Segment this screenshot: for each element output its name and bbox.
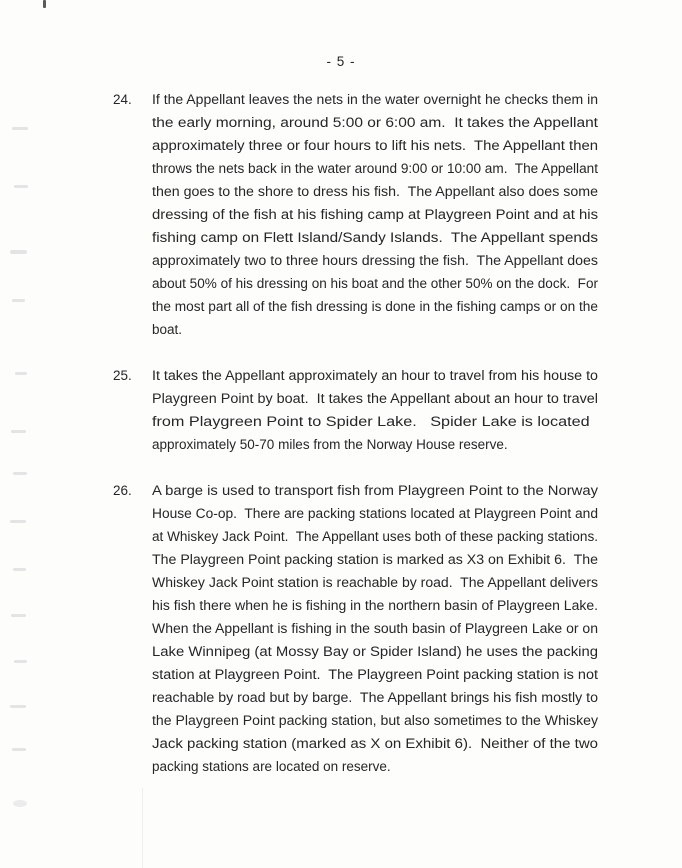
- text-line: A barge is used to transport fish from Playgreen Point to the Norway: [152, 483, 598, 498]
- paragraph-text: [152, 88, 598, 341]
- document-body: [113, 88, 598, 801]
- paragraph-number: 26.: [113, 483, 132, 498]
- scan-artifact: [11, 430, 26, 433]
- scan-artifact: [13, 568, 26, 571]
- text-line: If the Appellant leaves the nets in the water overnight he checks them in: [152, 92, 598, 107]
- text-line: approximately three or four hours to lift his nets. The Appellant then: [152, 138, 598, 153]
- scan-artifact: [15, 372, 27, 375]
- text-line: packing stations are located on reserve.: [152, 759, 391, 774]
- scan-artifact: [12, 127, 28, 130]
- text-line: boat.: [152, 322, 183, 337]
- text-line: When the Appellant is fishing in the south basin of Playgreen Lake or on: [152, 621, 598, 636]
- text-line: the early morning, around 5:00 or 6:00 am. It takes the Appellant: [152, 115, 598, 130]
- text-line: the Playgreen Point packing station, but also sometimes to the Whiskey: [152, 713, 598, 728]
- text-line: the most part all of the fish dressing is done in the fishing camps or on the: [152, 299, 598, 314]
- text-line: approximately two to three hours dressing the fish. The Appellant does: [152, 253, 598, 268]
- paragraph-text: [152, 479, 598, 778]
- paragraph-25: [113, 364, 598, 456]
- text-line: Lake Winnipeg (at Mossy Bay or Spider Island) he uses the packing: [152, 644, 598, 659]
- text-line: reachable by road but by barge. The Appellant brings his fish mostly to: [152, 690, 598, 705]
- scan-artifact: [12, 748, 26, 751]
- scan-artifact: [12, 299, 25, 302]
- text-line: It takes the Appellant approximately an hour to travel from his house to: [152, 368, 598, 383]
- text-line: then goes to the shore to dress his fish. The Appellant also does some: [152, 184, 598, 199]
- text-line: The Playgreen Point packing station is marked as X3 on Exhibit 6. The: [152, 552, 598, 567]
- scan-artifact: [13, 800, 27, 807]
- text-line: Playgreen Point by boat. It takes the Appellant about an hour to travel: [152, 391, 598, 406]
- scan-artifact: [10, 705, 26, 708]
- scan-artifact-top-tick: [43, 0, 46, 8]
- paragraph-number: 24.: [113, 92, 132, 107]
- paragraph-26: [113, 479, 598, 778]
- text-line: from Playgreen Point to Spider Lake. Spider Lake is located: [152, 414, 590, 429]
- page-number: - 5 -: [326, 54, 356, 69]
- paragraph-24: [113, 88, 598, 341]
- text-line: his fish there when he is fishing in the northern basin of Playgreen Lake.: [152, 598, 598, 613]
- text-line: at Whiskey Jack Point. The Appellant uses both of these packing stations.: [152, 529, 598, 544]
- paragraph-text: [152, 364, 598, 456]
- paragraph-number: 25.: [113, 368, 132, 383]
- text-line: House Co-op. There are packing stations located at Playgreen Point and: [152, 506, 598, 521]
- text-line: approximately 50-70 miles from the Norway House reserve.: [152, 437, 508, 452]
- scan-artifact: [14, 660, 27, 663]
- text-line: about 50% of his dressing on his boat and the other 50% on the dock. For: [152, 276, 598, 291]
- text-line: fishing camp on Flett Island/Sandy Islands. The Appellant spends: [152, 230, 598, 245]
- text-line: dressing of the fish at his fishing camp at Playgreen Point and at his: [152, 207, 598, 222]
- text-line: Whiskey Jack Point station is reachable by road. The Appellant delivers: [152, 575, 598, 590]
- scan-artifact: [11, 614, 26, 617]
- text-line: throws the nets back in the water around 9:00 or 10:00 am. The Appellant: [152, 161, 598, 176]
- text-line: Jack packing station (marked as X on Exhibit 6). Neither of the two: [152, 736, 598, 751]
- scan-artifact: [10, 250, 27, 254]
- scan-artifact: [14, 185, 28, 188]
- text-line: station at Playgreen Point. The Playgreen Point packing station is not: [152, 667, 598, 682]
- scan-artifact: [13, 472, 27, 475]
- scan-artifact: [10, 520, 26, 523]
